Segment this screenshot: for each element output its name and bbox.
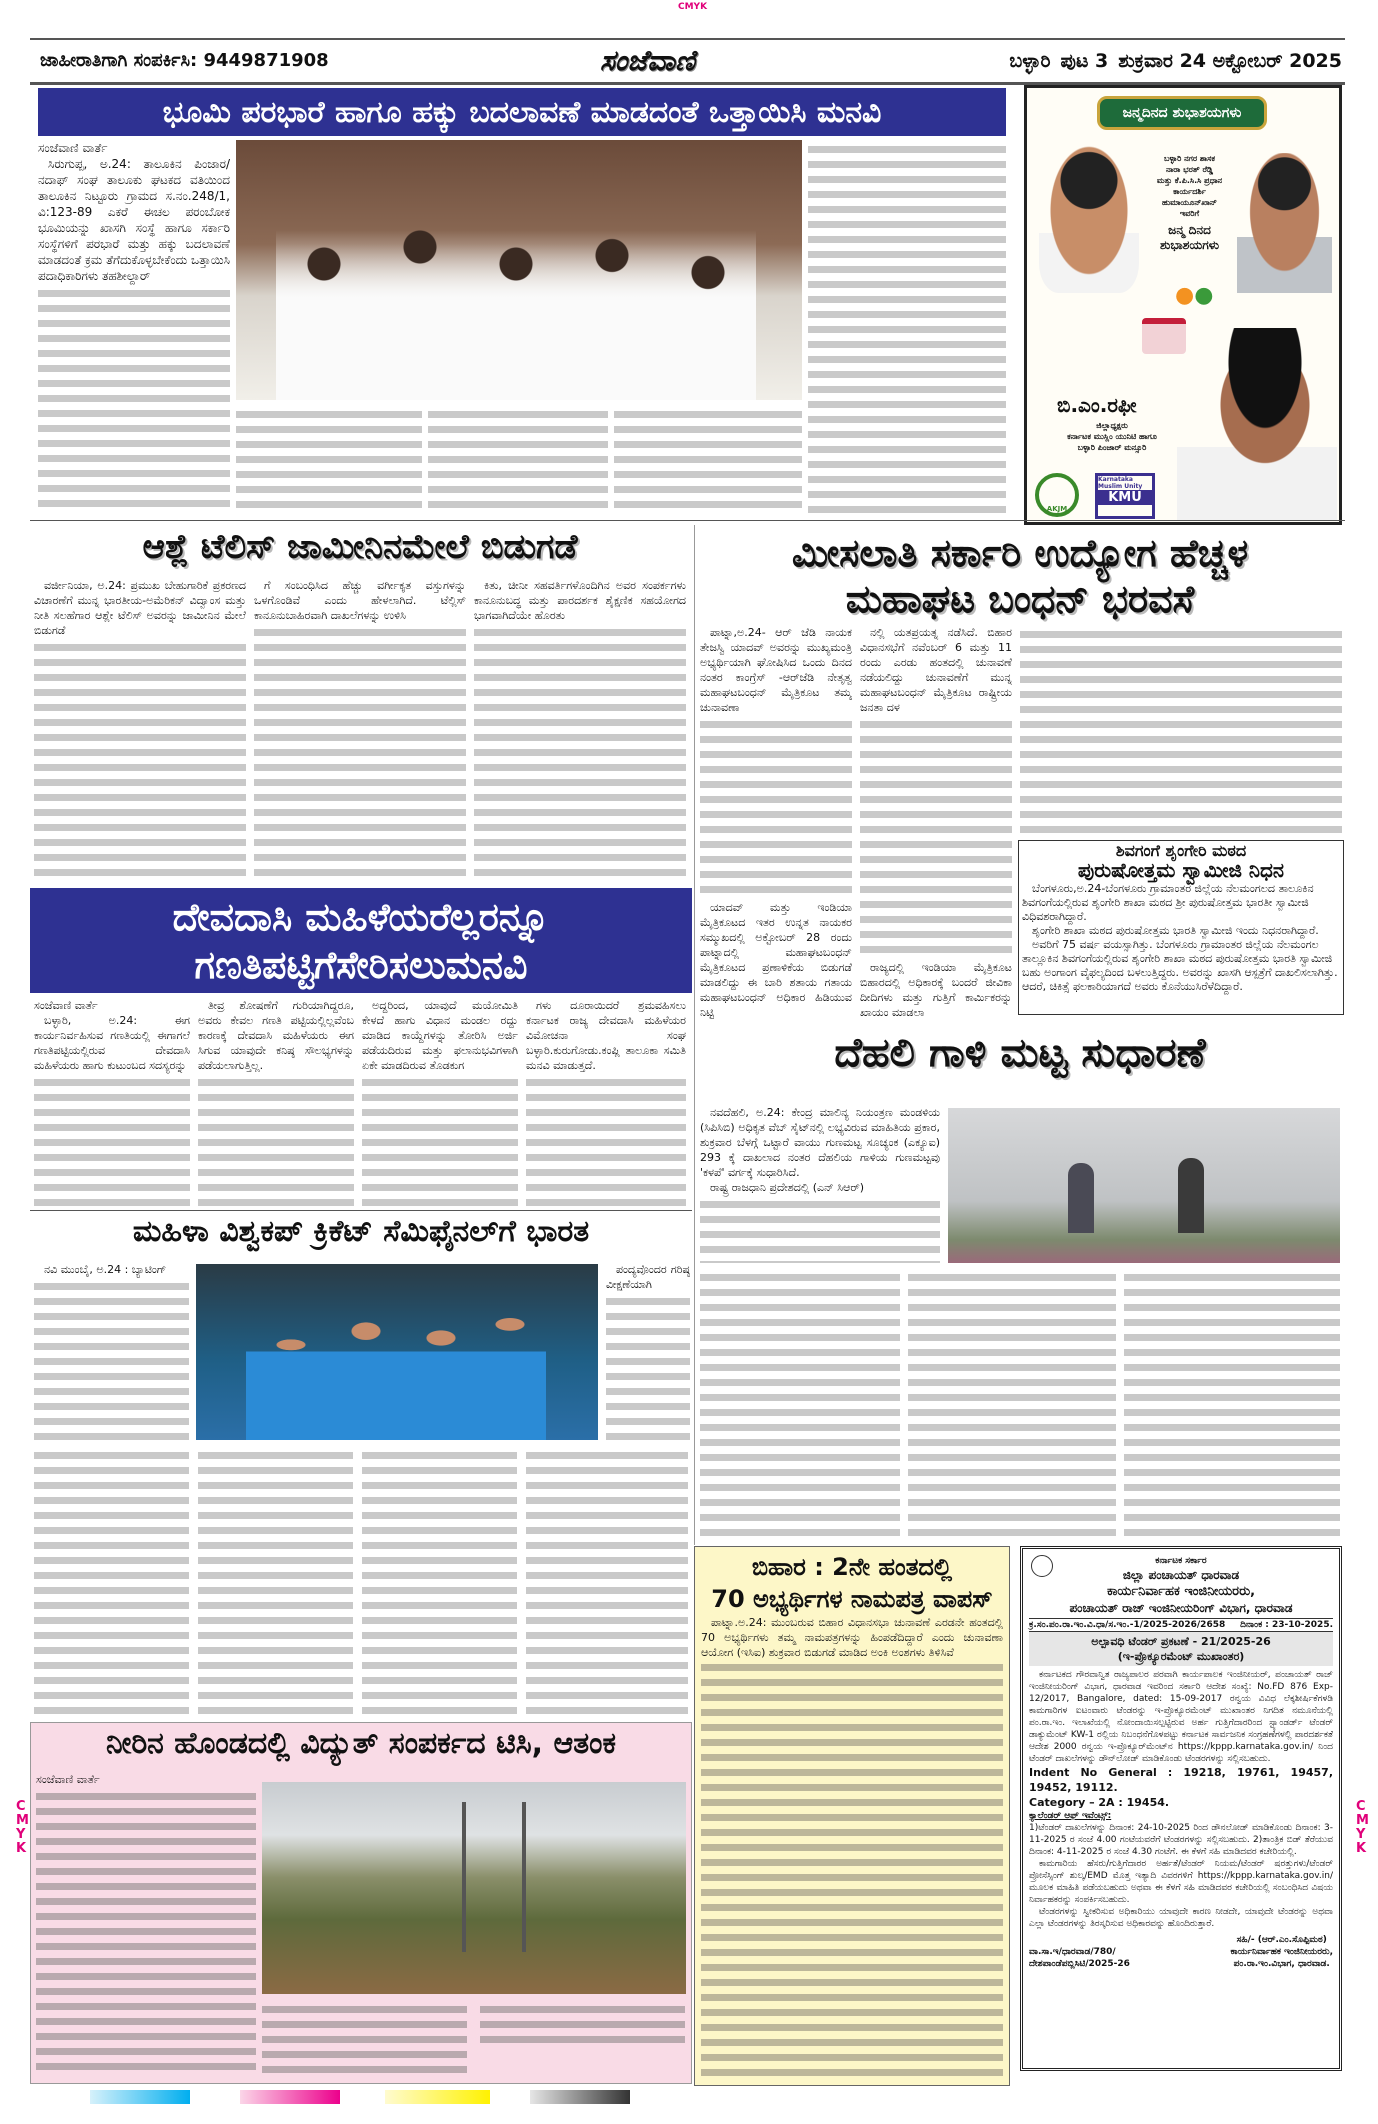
story3-col3 (1020, 625, 1342, 840)
story1-caption-col2 (428, 405, 608, 515)
byline: ಸಂಜೆವಾಣಿ ವಾರ್ತೆ (38, 141, 108, 155)
story1-caption-col3 (614, 405, 802, 515)
ad-titles: ಜಿಲ್ಲಾಧ್ಯಕ್ಷರು ಕರ್ನಾಟಕ ಮುಸ್ಲಿಂ ಯುನಿಟಿ ಹಾಗೂ ಬಳ್ಳಾರಿ ಪಿಂಜಾರ್ ಮನ್ಸೂರಿ (1067, 421, 1157, 452)
ad-name: ಬಿ.ಎಂ.ರಫೀ (1057, 393, 1137, 417)
story6-headline: ದೆಹಲಿ ಗಾಳಿ ಮಟ್ಟ ಸುಧಾರಣೆ (834, 1030, 1206, 1076)
yellow-color-bar (385, 2090, 490, 2104)
page-number: ಪುಟ 3 (1060, 50, 1109, 72)
cyan-color-bar (90, 2090, 190, 2104)
newspaper-logo: ಸಂಜೆವಾಣಿ (600, 44, 695, 77)
birthday-ad (1024, 85, 1342, 525)
story8-box (694, 1546, 1010, 2086)
cmyk-mark-right: CMYK (1356, 1799, 1369, 1856)
story7-col1: ನವಿ ಮುಂಬೈ, ಅ.24 : ಬ್ಯಾಟಿಂಗ್ (34, 1262, 189, 1442)
story7-col5 (362, 1446, 517, 1716)
ad-ribbon: ಜನ್ಮದಿನದ ಶುಭಾಶಯಗಳು (1097, 96, 1267, 130)
story6-col1: ನವದೆಹಲಿ, ಅ.24: ಕೇಂದ್ರ ಮಾಲಿನ್ಯ ನಿಯಂತ್ರಣ ಮಂಡಳಿಯ (ಸಿಪಿಸಿಬಿ) ಅಧಿಕೃತ ವೆಬ್ ಸೈಟ್‌ನಲ್ಲಿ ಲಭ್ಯವಿರುವ ಮಾಹಿತಿಯ ಪ್ರಕಾರ, ಶುಕ್ರವಾರ ಬೆಳಗ್ಗೆ ಒಟ್ಟಾರೆ ವಾಯು ಗುಣಮಟ್ಟ ಸೂಚ್ಯಂಕ (ಎಕ್ಯೂಐ) 293 ಕ್ಕೆ ದಾಖಲಾದ ನಂತರ ದೆಹಲಿಯ ಗಾಳಿಯ ಗುಣಮಟ್ಟವು 'ಕಳಪೆ' ವರ್ಗಕ್ಕೆ ಸುಧಾರಿಸಿದೆ. ರಾಷ್ಟ್ರ ರಾಜಧಾನಿ ಪ್ರದೇಶದಲ್ಲಿ (ಎನ್ ಸಿಆರ್) (700, 1105, 940, 1263)
story9-caption-col2 (480, 2000, 685, 2050)
story8-headline: ಬಿಹಾರ : 2ನೇ ಹಂತದಲ್ಲಿ 70 ಅಭ್ಯರ್ಥಿಗಳ ನಾಮಪತ್ರ ವಾಪಸ್ (711, 1553, 993, 1613)
balloons-icon: ●● (1175, 283, 1214, 308)
story5-col2: ತೀವ್ರ ಶೋಷಣೆಗೆ ಗುರಿಯಾಗಿದ್ದರೂ, ಅವರು ಕೇವಲ ಗಣತಿ ಪಟ್ಟಿಯಲ್ಲಿಲ್ಲವೆಂಬ ಕಾರಣಕ್ಕೆ ದೇವದಾಸಿ ಮಹಿಳೆಯರು ಈಗ ಸಿಗುವ ಯಾವುದೇ ಕನಿಷ್ಠ ಸೌಲಭ್ಯಗಳನ್ನು ಪಡೆಯಲಾಗುತ್ತಿಲ್ಲ. (198, 998, 354, 1206)
story7-col6 (526, 1446, 688, 1716)
story7-col3 (34, 1446, 189, 1716)
story7-col4 (198, 1446, 353, 1716)
ad-text-lines: ಬಳ್ಳಾರಿ ನಗರ ಶಾಸಕ ನಾರಾ ಭರತ್ ರೆಡ್ಡಿ ಮತ್ತು ಕೆ.ಪಿ.ಸಿ.ಸಿ ಪ್ರಧಾನ ಕಾರ್ಯದರ್ಶಿ ಹುಮಾಯೂನ್‌ಖಾನ್ ಇವರಿಗೆ ಜನ್ಮ ದಿನದ ಶುಭಾಶಯಗಳು (1142, 153, 1237, 253)
cmyk-mark-left: CMYK (16, 1799, 29, 1856)
ad-portrait-3 (1177, 328, 1337, 520)
story4-kicker: ಶಿವಗಂಗೆ ಶೃಂಗೇರಿ ಮಠದ (1115, 841, 1247, 860)
story5-col4: ಗಳು ದೂರಾಯಿದರೆ ಶ್ರಮವಹಿಸಲು ಕರ್ನಾಟಕ ರಾಜ್ಯ ದೇವದಾಸಿ ಮಹಿಳೆಯರ ವಿಮೋಚನಾ ಸಂಘ ಬಳ್ಳಾರಿ.ಕುರುಗೋಡು.ಕಂಪ್ಲಿ ತಾಲೂಕಾ ಸಮಿತಿ ಮನವಿ ಮಾಡುತ್ತದೆ. (526, 998, 686, 1206)
tender-notice: ಕರ್ನಾಟಕ ಸರ್ಕಾರ ಜಿಲ್ಲಾ ಪಂಚಾಯತ್ ಧಾರವಾಡ ಕಾರ್ಯನಿರ್ವಾಹಕ ಇಂಜಿನೀಯರರು, ಪಂಚಾಯತ್ ರಾಜ್ ಇಂಜಿನೀಯರಿಂಗ್ ವಿಭಾಗ, ಧಾರವಾಡ ಕ್ರ.ಸಂ.ಪಂ.ರಾ.ಇಂ.ವಿ.ಧಾ/ಸ.ಇಂ.-1/2025-2026/2658 ದಿನಾಂಕ : 23-10-2025. ಅಲ್ಪಾವಧಿ ಟೆಂಡರ್ ಪ್ರಕಟಣೆ - 21/2025-26 (ಇ-ಪ್ರೊಕ್ಯೂರಮೆಂಟ್ ಮುಖಾಂತರ) ಕರ್ನಾಟಕದ ಗೌರವಾನ್ವಿತ ರಾಜ್ಯಪಾಲರ ಪರವಾಗಿ ಕಾರ್ಯಪಾಲಕ ಇಂಜಿನೀಯರ್, ಪಂಚಾಯತ್ ರಾಜ್ ಇಂಜಿನೀಯರಿಂಗ್ ವಿಭಾಗ, ಧಾರವಾಡ ಇವರಿಂದ ಸರ್ಕಾರಿ ಆದೇಶ ಸಂಖ್ಯೆ: No.FD 876 Exp-12/2017, Bangalore, dated: 15-09-2017 ರನ್ವಯ ವಿವಿಧ ಲೆಕ್ಕಶೀರ್ಷಿಕೆಗಳಡಿ ಕಾಮಗಾರಿಗಳ ಐಟಂವಾರು ಟೆಂಡರನ್ನು ಇ-ಪ್ರೊಕ್ಯೂರಮೆಂಟ್ ಮುಖಾಂತರ ನಿಗದಿತ ನಮೂನೆಯಲ್ಲಿ ಪಂ.ರಾ.ಇಂ. ಇಲಾಖೆಯಲ್ಲಿ ನೋಂದಾಯಿಸಲ್ಪಟ್ಟಿರುವ ಅರ್ಹ ಗುತ್ತಿಗೆದಾರರಿಂದ ಸ್ಟ್ಯಾಂಡರ್ಡ್ ಟೆಂಡರ್ ಡಾಕ್ಯುಮೆಂಟ್ KW-1 ರಲ್ಲಿಯ ನಿಬಂಧನೆಗೊಳಪಟ್ಟು ಕರ್ನಾಟಕ ಸಾರ್ವಜನಿಕ ಸಂಗ್ರಹಣೆಗಳಲ್ಲಿ ಪಾರದರ್ಶಕತೆ ಆದೇಶ 2000 ರನ್ವಯ ಇ-ಪ್ರೊಕ್ಯೂರ್‌ಮೆಂಟ್‌ನ https://kppp.karnataka.gov.in/ ನಿಂದ ಟೆಂಡರ್ ದಾಖಲೆಗಳನ್ನು ಡೌನ್‌ಲೋಡ್ ಮಾಡಿಕೊಂಡು ಟೆಂಡರಗಳನ್ನು ಸಲ್ಲಿಸಬಹುದು. Indent No General : 19218, 19761, 19457, 19452, 19112. Category – 2A : 19454. ಕ್ಯಾಲೆಂಡರ್ ಆಫ್ ಇವೆಂಟ್ಸ್: 1)ಟೆಂಡರ್ ದಾಖಲೆಗಳನ್ನು ದಿನಾಂಕ: 24-10-2025 ರಿಂದ ಡೌನಲೋಡ್ ಮಾಡಿಕೊಂಡು ದಿನಾಂಕ: 3-11-2025 ರ ಸಂಜೆ 4.00 ಗಂಟೆಯವರೆಗೆ ಟೆಂಡರಗಳನ್ನು ಸಲ್ಲಿಸಬಹುದು. 2)ತಾಂತ್ರಿಕ ಬಿಡ್ ತೆರೆಯುವ ದಿನಾಂಕ: 4-11-2025 ರ ಸಂಜೆ 4.30 ಗಂಟೆಗೆ. ಈ ಕೆಳಗೆ ಸಹಿ ಮಾಡಿದವರ ಕಚೇರಿಯಲ್ಲಿ. ಕಾಮಗಾರಿಯ ಹೆಸರು/ಗುತ್ತಿಗೆದಾರರ ಅರ್ಹತೆ/ಟೆಂಡರ್ ನಿಯಮ/ಟೆಂಡರ್ ಷರತ್ತುಗಳು/ಟೆಂಡರ್ ಪ್ರೋಸೆಸ್ಸಿಂಗ್ ಶುಲ್ಕ/EMD ಮೊತ್ತ ಇತ್ಯಾದಿ ವಿವರಗಳಿಗೆ https://kppp.karnataka.gov.in/ ಮೂಲಕ ಮಾಹಿತಿ ಪಡೆಯಬಹುದು ಅಥವಾ ಈ ಕೆಳಗೆ ಸಹಿ ಮಾಡಿದವರ ಕಚೇರಿಯಲ್ಲಿ ಸಂಬಂಧಿಸಿದ ವಿಷಯ ನಿರ್ವಾಹಕರನ್ನು ಸಂಪರ್ಕಿಸಬಹುದು. ಟೆಂಡರಗಳನ್ನು ಸ್ವೀಕರಿಸುವ ಅಧಿಕಾರಿಯು ಯಾವುದೇ ಕಾರಣ ನೀಡದೇ, ಯಾವುದೇ ಟೆಂಡರನ್ನು ಅಥವಾ ಎಲ್ಲಾ ಟೆಂಡರಗಳನ್ನು ತಿರಸ್ಕರಿಸುವ ಅಧಿಕಾರವನ್ನು ಹೊಂದಿರುತ್ತಾರೆ. ವಾ.ಸಾ.ಇ/ಧಾರವಾಡ/780/ ದೇಶಪಾಂಡೆಪಬ್ಲಿಸಿಟಿ/2025-26 ಸಹಿ/- (ಆರ್.ಎಂ.ಸೊಪ್ಪಿಮಠ) ಕಾರ್ಯನಿರ್ವಾಹಕ ಇಂಜಿನೀಯರರು, ಪಂ.ರಾ.ಇಂ.ವಿಭಾಗ, ಧಾರವಾಡ. (1020, 1546, 1342, 2071)
city: ಬಳ್ಳಾರಿ (1009, 50, 1051, 72)
story1-headline: ಭೂಮಿ ಪರಭಾರೆ ಹಾಗೂ ಹಕ್ಕು ಬದಲಾವಣೆ ಮಾಡದಂತೆ ಒತ್ತಾಯಿಸಿ ಮನವಿ (38, 88, 1006, 136)
kmu-logo: Karnataka Muslim Unity KMU (1095, 473, 1155, 519)
story7-col2: ಪಂದ್ಯವೊಂದರ ಗರಿಷ್ಠ ವೀಕ್ಷಣೆಯಾಗಿ (606, 1262, 690, 1442)
story8-lead: ಪಾಟ್ನಾ.ಅ.24: ಮುಂಬರುವ ಬಿಹಾರ ವಿಧಾನಸಭಾ ಚುನಾವಣೆ ಎರಡನೇ ಹಂತದಲ್ಲಿ 70 ಅಭ್ಯರ್ಥಿಗಳು ತಮ್ಮ ನಾಮಪತ್ರಗಳನ್ನು ಹಿಂಪಡೆದಿದ್ದಾರೆ ಎಂದು ಚುನಾವಣಾ ಆಯೋಗ (ಇಸಿಐ) ಶುಕ್ರವಾರ ಬಿಡುಗಡೆ ಮಾಡಿದ ಅಂಕಿ ಅಂಶಗಳು ತಿಳಿಸಿವೆ (701, 1616, 1003, 1659)
story1-right-column (808, 140, 1006, 515)
story2-col1: ವರ್ಜೀನಿಯಾ, ಅ.24: ಪ್ರಮುಖ ಬೇಹುಗಾರಿಕೆ ಪ್ರಕರಣದ ವಿಚಾರಣೆಗೆ ಮುನ್ನ ಭಾರತೀಯ-ಅಮೆರಿಕನ್ ವಿದ್ವಾಂಸ ಮತ್ತು ನೀತಿ ಸಲಹೆಗಾರ ಆಶ್ಲೇ ಟೆಲಿಸ್ ಅವರನ್ನು ಜಾಮೀನಿನ ಮೇಲೆ ಬಿಡುಗಡೆ (34, 578, 246, 878)
black-color-bar (530, 2090, 630, 2104)
story6-col3 (908, 1268, 1116, 1540)
ad-contact: ಜಾಹೀರಾತಿಗಾಗಿ ಸಂಪರ್ಕಿಸಿ: 9449871908 (40, 50, 329, 71)
story1-column (38, 140, 230, 515)
ad-portrait-2 (1237, 153, 1332, 293)
story5-col1: ಸಂಜೆವಾಣಿ ವಾರ್ತೆ ಬಳ್ಳಾರಿ, ಅ.24: ಈಗ ಕಾರ್ಯನಿರ್ವಹಿಸುವ ಗಣತಿಯಲ್ಲಿ ಈಗಾಗಲೆ ಗಣತಿಪಟ್ಟಿಯಲ್ಲಿರುವ ದೇವದಾಸಿ ಮಹಿಳೆಯರು ಹಾಗು ಕುಟುಂಬದ ಸದಸ್ಯರನ್ನು (34, 998, 190, 1206)
story9-headline: ನೀರಿನ ಹೊಂಡದಲ್ಲಿ ವಿದ್ಯುತ್ ಸಂಪರ್ಕದ ಟಿಸಿ, ಆತಂಕ (106, 1726, 616, 1761)
story3-col1: ಪಾಟ್ನಾ,ಅ.24- ಆರ್ ಜೆಡಿ ನಾಯಕ ತೇಜಸ್ವಿ ಯಾದವ್ ಅವರನ್ನು ಮುಖ್ಯಮಂತ್ರಿ ಅಭ್ಯರ್ಥಿಯಾಗಿ ಘೋಷಿಸಿದ ಒಂದು ದಿನದ ನಂತರ ಕಾಂಗ್ರೆಸ್ -ಆರ್‌ಜೆಡಿ ನೇತೃತ್ವ ಮಹಾಘಟಬಂಧನ್ ಮೈತ್ರಿಕೂಟ ತಮ್ಮ ಚುನಾವಣಾ ಯಾದವ್ ಮತ್ತು ಇಂಡಿಯಾ ಮೈತ್ರಿಕೂಟದ ಇತರ ಉನ್ನತ ನಾಯಕರ ಸಮ್ಮುಖದಲ್ಲಿ ಅಕ್ಟೋಬರ್ 28 ರಂದು ಪಾಟ್ನಾದಲ್ಲಿ ಮಹಾಘಟಬಂಧನ್ ಮೈತ್ರಿಕೂಟದ ಪ್ರಣಾಳಿಕೆಯ ಬಿಡುಗಡೆ ಮಾಡಲಿದ್ದು ಈ ಬಾರಿ ಶತಾಯ ಗತಾಯ ಮಹಾಘಟಬಂಧನ್ ಅಧಿಕಾರ ಹಿಡಿಯುವ ನಿಟ್ಟಿ (700, 626, 852, 1019)
story2-col2: ಗೆ ಸಂಬಂಧಿಸಿದ ಹೆಚ್ಚು ವರ್ಗೀಕೃತ ವಸ್ತುಗಳನ್ನು ಒಳಗೊಂಡಿವೆ ಎಂದು ಹೇಳಲಾಗಿದೆ. ಟೆಲ್ಲಿಸ್ ಕಾನೂನುಬಾಹಿರವಾಗಿ ದಾಖಲೆಗಳನ್ನು ಉಳಿಸಿ (254, 578, 466, 878)
story3-col2: ನಲ್ಲಿ ಯತಪ್ರಯತ್ನ ನಡೆಸಿದೆ. ಬಿಹಾರ ವಿಧಾನಸಭೆಗೆ ನವೆಂಬರ್ 6 ಮತ್ತು 11 ರಂದು ಎರಡು ಹಂತದಲ್ಲಿ ಚುನಾವಣೆ ನಡೆಯಲಿದ್ದು ಚುನಾವಣೆಗೆ ಮುನ್ನ ಮಹಾಘಟಬಂಧನ್ ಮೈತ್ರಿಕೂಟ ರಾಷ್ಟ್ರೀಯ ಜನತಾ ದಳ ರಾಜ್ಯದಲ್ಲಿ ಇಂಡಿಯಾ ಮೈತ್ರಿಕೂಟ ಬಿಹಾರದಲ್ಲಿ ಅಧಿಕಾರಕ್ಕೆ ಬಂದರೆ ಜೀವಿಕಾ ದೀದಿಗಳು ಮತ್ತು ಗುತ್ತಿಗೆ ಕಾರ್ಮಿಕರನ್ನು ಖಾಯಂ ಮಾಡಲಾ (860, 626, 1012, 1019)
ad-portrait-1 (1039, 143, 1139, 293)
cmyk-mark: CMYK (678, 2, 708, 12)
story9-caption-col1 (262, 2000, 467, 2078)
story6-photo-smog (948, 1108, 1340, 1263)
story4-headline: ಪುರುಷೋತ್ತಮ ಸ್ವಾಮೀಜಿ ನಿಧನ (1077, 858, 1285, 882)
magenta-color-bar (240, 2090, 340, 2104)
story1-caption-col1 (236, 405, 422, 515)
story5-headline: ದೇವದಾಸಿ ಮಹಿಳೆಯರೆಲ್ಲರನ್ನೂ ಗಣತಿಪಟ್ಟಿಗೆಸೇರಿಸಲುಮನವಿ (30, 888, 692, 993)
ad-wish: ಜನ್ಮ ದಿನದ ಶುಭಾಶಯಗಳು (1159, 223, 1220, 252)
page-meta (1009, 50, 1342, 72)
story1-lead: ಸಿರುಗುಪ್ಪ, ಅ.24: ತಾಲೂಕಿನ ಪಿಂಜಾರ/ನದಾಫ್ ಸಂಘ ತಾಲೂಕು ಘಟಕದ ವತಿಯಿಂದ ತಾಲೂಕಿನ ನಿಟ್ಟೂರು ಗ್ರಾಮದ ಸ.ನಂ.248/1, ವಿ:123-89 ಎಕರೆ ಈಚಲ ಪರಂಬೋಕ ಭೂಮಿಯನ್ನು ಖಾಸಗಿ ಸಂಸ್ಥೆ ಹಾಗೂ ಸರ್ಕಾರಿ ಸಂಸ್ಥೆಗಳಿಗೆ ಪರಭಾರೆ ಮತ್ತು ಹಕ್ಕು ಬದಲಾವಣೆ ಮಾಡದಂತೆ ಕ್ರಮ ತೆಗೆದುಕೊಳ್ಳಬೇಕೆಂದು ಒತ್ತಾಯಿಸಿ ಪದಾಧಿಕಾರಿಗಳು ತಹಶೀಲ್ದಾರ್ (38, 157, 230, 283)
story7-photo-cricket (196, 1264, 598, 1440)
akjm-logo: AKJM (1035, 473, 1079, 517)
story1-photo (236, 140, 802, 400)
story7-headline: ಮಹಿಳಾ ವಿಶ್ವಕಪ್ ಕ್ರಿಕೆಟ್ ಸೆಮಿಫೈನಲ್‌ಗೆ ಭಾರತ (132, 1214, 590, 1249)
emblem-icon (1031, 1555, 1053, 1577)
story6-col4 (1124, 1268, 1340, 1540)
story5-col3: ಅದ್ದರಿಂದ, ಯಾವುದೆ ಮಯೋಮಿತಿ ಕೇಳದೆ ಹಾಗು ವಿಧಾನ ಮಂಡಲ ರದ್ದು ಮಾಡಿದ ಕಾಯ್ದೆಗಳನ್ನು ತೋರಿಸಿ ಅರ್ಜಿ ಪಡೆಯದಿರುವ ಮತ್ತು ಫಲಾನುಭವಿಗಳಾಗಿ ಏಕೇ ಮಾಡದಿರುವ ತೊಡಕುಗ (362, 998, 518, 1206)
issue-date: ಶುಕ್ರವಾರ 24 ಅಕ್ಟೋಬರ್ 2025 (1118, 50, 1342, 72)
story2-headline: ಆಶ್ಲೆ ಟೆಲಿಸ್ ಜಾಮೀನಿನಮೇಲೆ ಬಿಡುಗಡೆ (142, 527, 578, 567)
story3-headline: ಮೀಸಲಾತಿ ಸರ್ಕಾರಿ ಉದ್ಯೋಗ ಹೆಚ್ಚಳ ಮಹಾಘಟ ಬಂಧನ್ ಭರವಸೆ (791, 531, 1249, 621)
story4-box: ಶಿವಗಂಗೆ ಶೃಂಗೇರಿ ಮಠದ ಪುರುಷೋತ್ತಮ ಸ್ವಾಮೀಜಿ ನಿಧನ ಬೆಂಗಳೂರು,ಅ.24-ಬೆಂಗಳೂರು ಗ್ರಾಮಾಂತರ ಜಿಲ್ಲೆಯ ನೆಲಮಂಗಲದ ತಾಲೂಕಿನ ಶಿವಗಂಗೆಯಲ್ಲಿರುವ ಶೃಂಗೇರಿ ಶಾಖಾ ಮಠದ ಶ್ರೀ ಪುರುಷೋತ್ತಮ ಭಾರತೀ ಸ್ವಾಮೀಜಿ ವಿಧಿವಶರಾಗಿದ್ದಾರೆ. ಶೃಂಗೇರಿ ಶಾಖಾ ಮಠದ ಪುರುಷೋತ್ತಮ ಭಾರತಿ ಸ್ವಾಮೀಜಿ ಇಂದು ನಿಧನರಾಗಿದ್ದಾರೆ. ಅವರಿಗೆ 75 ವರ್ಷ ವಯಸ್ಸಾಗಿತ್ತು. ಬೆಂಗಳೂರು ಗ್ರಾಮಾಂತರ ಜಿಲ್ಲೆಯ ನೆಲಮಂಗಲ ತಾಲ್ಲೂಕಿನ ಶಿವಗಂಗೆಯಲ್ಲಿರುವ ಶೃಂಗೇರಿ ಶಾಖಾ ಮಠದ ಪುರುಷೋತ್ತಮ ಭಾರತಿ ಸ್ವಾಮೀಜಿ ಬಹು ಅಂಗಾಂಗ ವೈಫಲ್ಯದಿಂದ ಬಳಲುತ್ತಿದ್ದರು. ಅವರನ್ನು ಖಾಸಗಿ ಆಸ್ಪತ್ರೆಗೆ ದಾಖಲಿಸಲಾಗಿತ್ತು. ಆದರೆ, ಚಿಕಿತ್ಸೆ ಫಲಕಾರಿಯಾಗದೆ ಅವರು ಕೊನೆಯುಸಿರೆಳೆದಿದ್ದಾರೆ. (1018, 840, 1344, 1015)
story9-photo-transformer (262, 1782, 686, 1994)
story2-col3: ಕಿತು, ಚೀನೀ ಸಹವರ್ತಿಗಳೊಂದಿಗಿನ ಅವರ ಸಂಪರ್ಕಗಳು ಕಾನೂನುಬದ್ಧ ಮತ್ತು ಪಾರದರ್ಶಕ ಶೈಕ್ಷಣಿಕ ಸಹಯೋಗದ ಭಾಗವಾಗಿದೆಯೇ ಹೊರತು (474, 578, 686, 878)
story9-col1: ಸಂಜೆವಾಣಿ ವಾರ್ತೆ (36, 1772, 256, 2077)
story6-col2 (700, 1268, 900, 1540)
